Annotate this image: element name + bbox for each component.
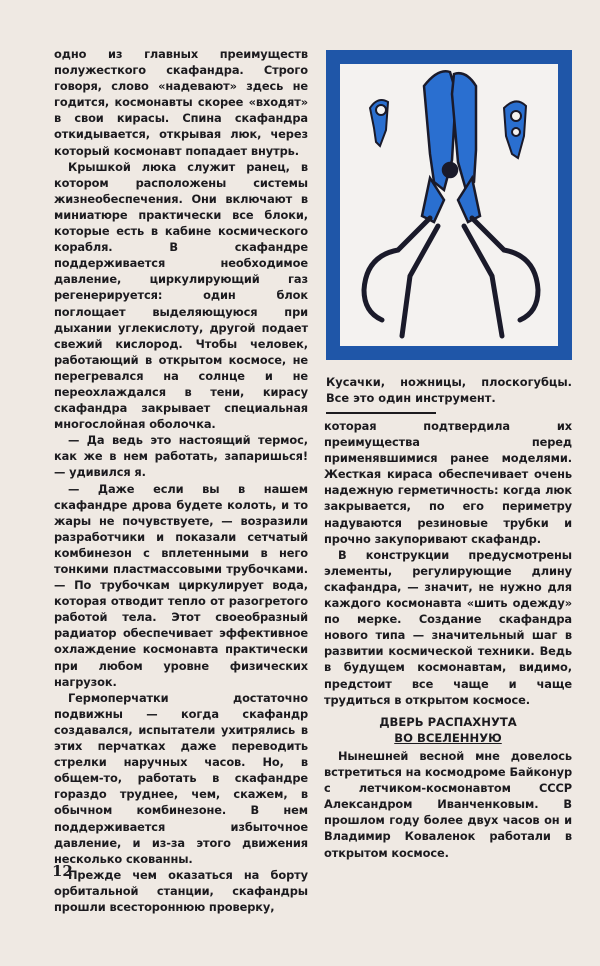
small-pliers-icon <box>504 101 526 158</box>
section-heading <box>324 714 572 746</box>
pliers-body-icon <box>422 71 480 222</box>
page-number: 12 <box>52 862 73 880</box>
paragraph: Нынешней весной мне довелось встретиться на космодроме Байконур с летчиком-космонавтом СССР Александром Иванченковым. В прошлом году более двух часов он и Владимир Коваленок работали в открытом космосе. <box>324 749 572 860</box>
paragraph: Крышкой люка служит ранец, в котором расположены системы жизнеобеспечения. Они включают в миниатюре практически все блоки, которые есть в кабине космического корабля. В скафандре поддерживается необходимое давление, циркулирующий газ регенерируется: один блок поглощает выделяющуюся при дыхании углекислоту, другой подает свежий кислород. Чтобы человек, работающий в открытом космосе, не перегревался на солнце и не переохлаждался в тени, кирасу скафандра закрывает специальная многослойная оболочка. <box>54 159 308 432</box>
left-text-column <box>54 46 308 915</box>
paragraph: Гермоперчатки достаточно подвижны — когда скафандр создавался, испытатели ухитрялись в этих перчатках даже переводить стрелки наручных часов. Но, в общем-то, работать в скафандре гораздо труднее, чем, скажем, в обычном комбинезоне. В нем поддерживается избыточное давление, и из-за этого движения несколько скованны. <box>54 690 308 866</box>
right-text-column-2 <box>324 748 572 861</box>
figure-caption: Кусачки, ножницы, плоскогубцы. Все это один инструмент. <box>326 375 572 405</box>
paragraph: которая подтвердила их преимущества перед применявшимися ранее моделями. Жесткая кираса обеспечивает очень надежную герметичность: когда люк закрывается, по его периметру надуваются резиновые трубки и прочно закупоривают скафандр. <box>324 419 572 546</box>
right-text-column <box>324 418 572 708</box>
small-scissors-icon <box>370 100 388 146</box>
tool-illustration <box>326 50 572 360</box>
paragraph: — Да ведь это настоящий термос, как же в нем работать, запаришься! — удивился я. <box>54 433 308 480</box>
paragraph: — Даже если вы в нашем скафандре дрова будете колоть, и то жары не почувствуете, — возразили разработчики и показали сетчатый комбинезон с вплетенными в него тонкими пластмассовыми трубочками. — По трубочкам циркулирует вода, которая отводит тепло от разогретого работой тела. Этот своеобразный радиатор обеспечивает эффективное охлаждение космонавта практически при любом уровне физических нагрузок. <box>54 481 308 689</box>
paragraph: В конструкции предусмотрены элементы, регулирующие длину скафандра, — значит, не нужно для каждого космонавта «шить одежду» по мерке. Создание скафандра нового типа — значительный шаг в развитии космической техники. Ведь в будущем космонавтам, видимо, предстоит все чаще и чаще трудиться в открытом космосе. <box>324 547 572 707</box>
heading-line-1: ДВЕРЬ РАСПАХНУТА <box>379 715 517 729</box>
paragraph: одно из главных преимуществ полужесткого скафандра. Строго говоря, слово «надевают» здесь не годится, космонавты скорее «входят» в свои кирасы. Спина скафандра откидывается, открывая люк, через который космонавт попадает внутрь. <box>54 47 308 158</box>
multi-tool-drawing <box>326 50 572 360</box>
paragraph: Прежде чем оказаться на борту орбитальной станции, скафандры прошли всестороннюю проверку, <box>54 867 308 914</box>
pliers-handles-icon <box>364 218 538 336</box>
caption-divider <box>326 412 436 414</box>
heading-line-2: ВО ВСЕЛЕННУЮ <box>394 731 502 745</box>
